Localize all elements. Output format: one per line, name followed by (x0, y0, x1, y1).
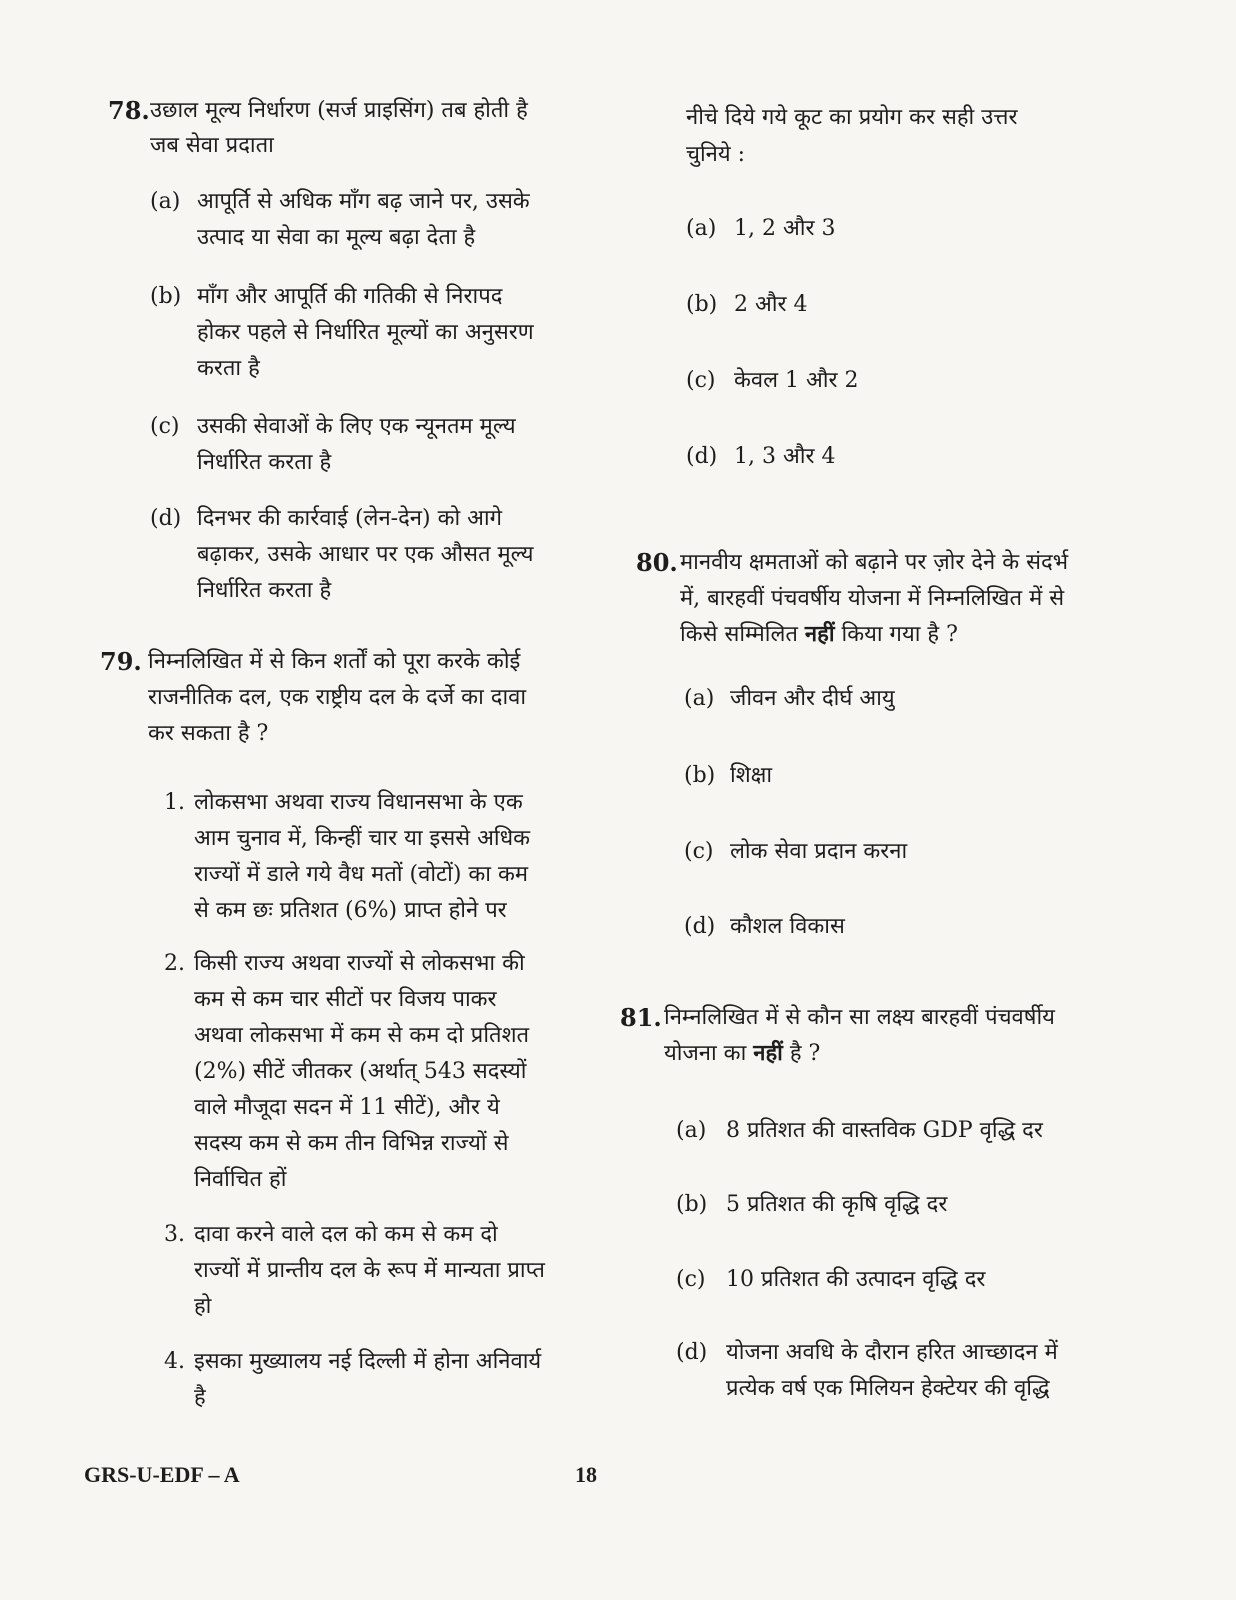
question-stem: में, बारहवीं पंचवर्षीय योजना में निम्नलिखित में से (680, 586, 1065, 611)
option-c-text: निर्धारित करता है (197, 450, 332, 475)
statement-2-text: (2%) सीटें जीतकर (अर्थात् 543 सदस्यों (194, 1059, 527, 1084)
option-b-text: 2 और 4 (734, 292, 808, 317)
question-stem: निम्नलिखित में से किन शर्तों को पूरा करके कोई (148, 649, 521, 674)
stem-text: किया गया है ? (834, 622, 958, 647)
statement-1-text: लोकसभा अथवा राज्य विधानसभा के एक (194, 790, 523, 815)
option-label: (a) (676, 1118, 707, 1143)
option-label: (d) (686, 444, 718, 469)
option-label: (d) (676, 1340, 708, 1365)
question-stem: निम्नलिखित में से कौन सा लक्ष्य बारहवीं पंचवर्षीय (664, 1005, 1055, 1030)
question-stem (680, 616, 958, 653)
option-label: (d) (150, 506, 182, 531)
statement-3-text: हो (194, 1294, 212, 1319)
question-stem: जब सेवा प्रदाता (150, 133, 274, 158)
statement-label: 3. (164, 1222, 185, 1247)
stem-text: योजना का (664, 1041, 754, 1066)
option-label: (a) (684, 686, 715, 711)
statement-4-text: इसका मुख्यालय नई दिल्ली में होना अनिवार्य (194, 1349, 542, 1374)
statement-2-text: वाले मौजूदा सदन में 11 सीटें), और ये (194, 1095, 500, 1120)
option-d-text: बढ़ाकर, उसके आधार पर एक औसत मूल्य (197, 542, 534, 567)
option-d-text: 1, 3 और 4 (734, 444, 836, 469)
option-label: (a) (686, 216, 717, 241)
option-b-text: शिक्षा (730, 763, 773, 788)
option-c-text: उसकी सेवाओं के लिए एक न्यूनतम मूल्य (197, 414, 516, 439)
option-a-text: 8 प्रतिशत की वास्तविक GDP वृद्धि दर (726, 1118, 1043, 1143)
statement-1-text: आम चुनाव में, किन्हीं चार या इससे अधिक (194, 826, 531, 851)
question-stem: उछाल मूल्य निर्धारण (सर्ज प्राइसिंग) तब होती है (150, 98, 528, 123)
code-instruction: नीचे दिये गये कूट का प्रयोग कर सही उत्तर (686, 105, 1018, 130)
statement-2-text: किसी राज्य अथवा राज्यों से लोकसभा की (194, 951, 525, 976)
option-d-text: दिनभर की कार्रवाई (लेन-देन) को आगे (197, 506, 503, 531)
option-d-text: कौशल विकास (730, 914, 845, 939)
option-label: (b) (676, 1192, 708, 1217)
option-a-text: आपूर्ति से अधिक माँग बढ़ जाने पर, उसके (197, 189, 530, 214)
question-stem: कर सकता है ? (148, 721, 269, 746)
option-label: (b) (684, 763, 716, 788)
question-number: 79. (100, 647, 142, 676)
statement-1-text: राज्यों में डाले गये वैध मतों (वोटों) का कम (194, 862, 529, 887)
option-a-text: उत्पाद या सेवा का मूल्य बढ़ा देता है (197, 225, 476, 250)
option-a-text: जीवन और दीर्घ आयु (730, 686, 895, 711)
emphasis-not: नहीं (753, 1040, 783, 1066)
stem-text: है ? (782, 1041, 821, 1066)
statement-2-text: निर्वाचित हों (194, 1167, 287, 1192)
option-d-text: योजना अवधि के दौरान हरित आच्छादन में (726, 1340, 1058, 1365)
code-instruction: चुनिये : (686, 142, 746, 167)
statement-4-text: है (194, 1385, 206, 1410)
question-number: 80. (636, 548, 678, 577)
statement-2-text: कम से कम चार सीटों पर विजय पाकर (194, 987, 497, 1012)
option-label: (b) (686, 292, 718, 317)
option-label: (b) (150, 284, 182, 309)
option-label: (a) (150, 189, 181, 214)
statement-3-text: राज्यों में प्रान्तीय दल के रूप में मान्यता प्राप्त (194, 1258, 545, 1283)
statement-1-text: से कम छः प्रतिशत (6%) प्राप्त होने पर (194, 898, 507, 923)
question-number: 81. (620, 1003, 662, 1032)
question-stem (664, 1035, 820, 1072)
emphasis-not: नहीं (804, 621, 835, 647)
option-c-text: लोक सेवा प्रदान करना (730, 839, 908, 864)
option-d-text: निर्धारित करता है (197, 578, 332, 603)
option-c-text: 10 प्रतिशत की उत्पादन वृद्धि दर (726, 1267, 986, 1292)
statement-label: 2. (164, 951, 185, 976)
question-stem: राजनीतिक दल, एक राष्ट्रीय दल के दर्जे का दावा (148, 685, 527, 710)
question-number: 78. (108, 96, 150, 125)
option-d-text: प्रत्येक वर्ष एक मिलियन हेक्टेयर की वृद्धि (726, 1376, 1050, 1401)
option-b-text: 5 प्रतिशत की कृषि वृद्धि दर (726, 1192, 948, 1217)
statement-3-text: दावा करने वाले दल को कम से कम दो (194, 1222, 498, 1247)
option-c-text: केवल 1 और 2 (734, 368, 859, 393)
option-b-text: करता है (197, 356, 260, 381)
option-label: (c) (686, 368, 716, 393)
option-label: (c) (150, 414, 180, 439)
statement-label: 1. (164, 790, 185, 815)
statement-2-text: अथवा लोकसभा में कम से कम दो प्रतिशत (194, 1023, 530, 1048)
option-label: (c) (676, 1267, 706, 1292)
question-stem: मानवीय क्षमताओं को बढ़ाने पर ज़ोर देने के संदर्भ (680, 550, 1069, 575)
statement-label: 4. (164, 1349, 185, 1374)
option-b-text: होकर पहले से निर्धारित मूल्यों का अनुसरण (197, 320, 534, 345)
option-a-text: 1, 2 और 3 (734, 216, 836, 241)
option-label: (c) (684, 839, 714, 864)
page-number: 18 (575, 1462, 597, 1487)
statement-2-text: सदस्य कम से कम तीन विभिन्न राज्यों से (194, 1131, 509, 1156)
option-label: (d) (684, 914, 716, 939)
stem-text: किसे सम्मिलित (680, 622, 805, 647)
booklet-code: GRS-U-EDF – A (84, 1462, 240, 1487)
option-b-text: माँग और आपूर्ति की गतिकी से निरापद (197, 284, 503, 309)
